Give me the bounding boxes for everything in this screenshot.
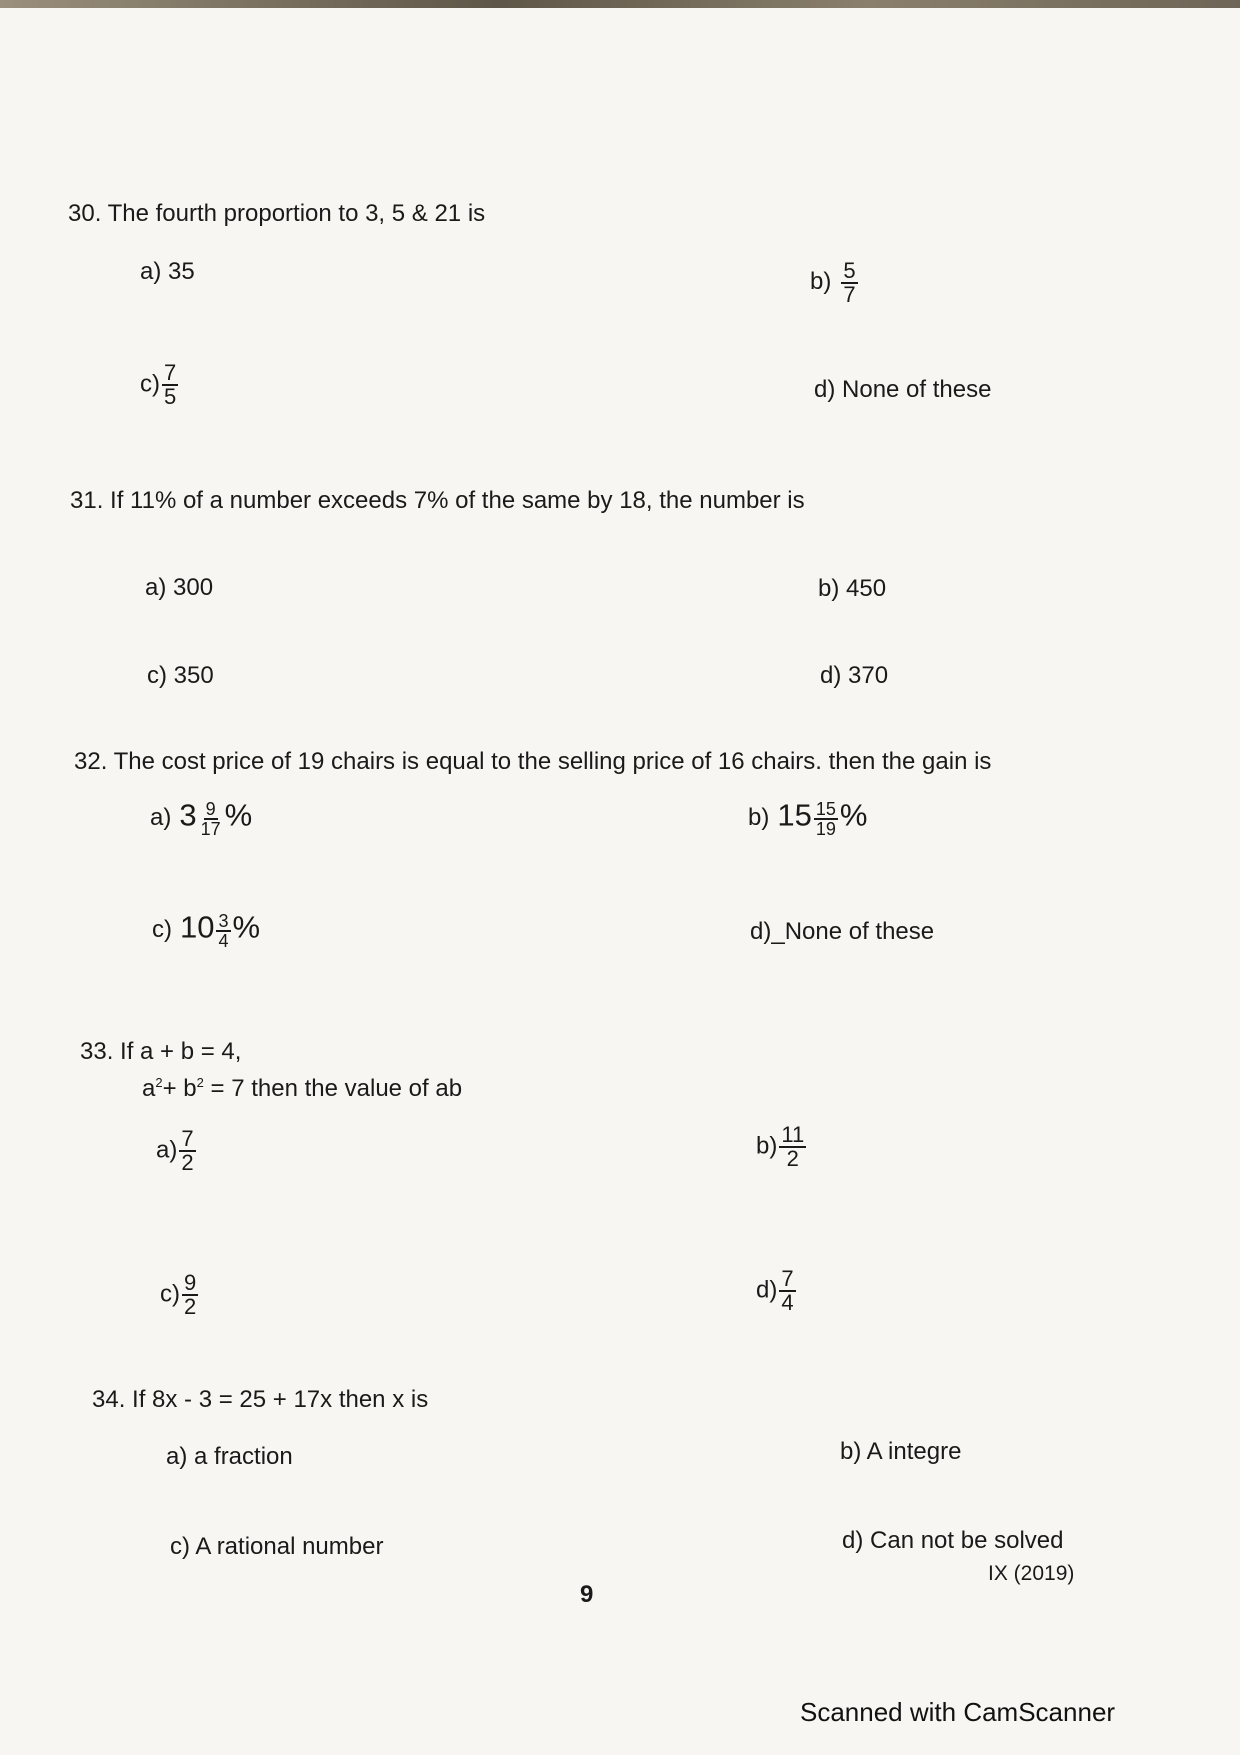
exam-label: IX (2019) — [988, 1562, 1075, 1585]
fraction: $\frac{3}{4}$ — [218, 911, 229, 951]
q32-option-b: b) 15 $\frac{15}{19}$ % — [748, 797, 868, 839]
q30-option-a: a) 35 — [140, 258, 195, 285]
q30-option-b: b) $\frac{5}{7}$ — [810, 258, 856, 307]
q31-option-b: b) 450 — [818, 575, 887, 602]
q32-option-c: c) 10 $\frac{3}{4}$ % — [152, 909, 261, 951]
q34-option-b: b) A integre — [840, 1438, 962, 1465]
q31-option-a: a) 300 — [145, 574, 214, 601]
q30-option-c: c) $\frac{7}{5}$ — [140, 360, 177, 409]
q33-option-d: d) $\frac{7}{4}$ — [756, 1266, 794, 1315]
scan-top-edge — [0, 0, 1240, 8]
fraction: $\frac{7}{2}$ — [181, 1126, 194, 1175]
question-34: 34. If 8x - 3 = 25 + 17x then x is — [92, 1386, 429, 1413]
q34-option-d: d) Can not be solved — [842, 1527, 1064, 1554]
fraction: $\frac{9}{17}$ — [200, 799, 221, 839]
fraction: $\frac{15}{19}$ — [815, 799, 836, 839]
q31-option-d: d) 370 — [820, 662, 889, 689]
question-30: 30. The fourth proportion to 3, 5 & 21 is — [68, 200, 486, 227]
q33-option-c: c) $\frac{9}{2}$ — [160, 1270, 197, 1319]
fraction: $\frac{11}{2}$ — [781, 1122, 805, 1171]
question-32: 32. The cost price of 19 chairs is equal to the selling price of 16 chairs. then the gain is — [74, 748, 992, 775]
q34-option-a: a) a fraction — [166, 1443, 293, 1470]
q32-option-a: a) 3 $\frac{9}{17}$ % — [150, 797, 253, 839]
q32-option-d: d)_None of these — [750, 918, 935, 945]
q30-option-d: d) None of these — [814, 376, 992, 403]
fraction: $\frac{9}{2}$ — [184, 1270, 197, 1319]
q33-option-b: b) $\frac{11}{2}$ — [756, 1122, 805, 1171]
q31-option-c: c) 350 — [147, 662, 214, 689]
q33-option-a: a) $\frac{7}{2}$ — [156, 1126, 194, 1175]
question-33-line-1: 33. If a + b = 4, — [80, 1038, 242, 1065]
question-31: 31. If 11% of a number exceeds 7% of the same by 18, the number is — [70, 487, 805, 514]
fraction: $\frac{5}{7}$ — [843, 258, 856, 307]
page-number: 9 — [580, 1581, 594, 1608]
q34-option-c: c) A rational number — [170, 1533, 384, 1560]
scanner-watermark: Scanned with CamScanner — [800, 1697, 1116, 1727]
fraction: $\frac{7}{4}$ — [781, 1266, 794, 1315]
fraction: $\frac{7}{5}$ — [164, 360, 177, 409]
question-33-line-2: $a^2+ b^2 = 7$ then the value of ab — [142, 1075, 463, 1102]
